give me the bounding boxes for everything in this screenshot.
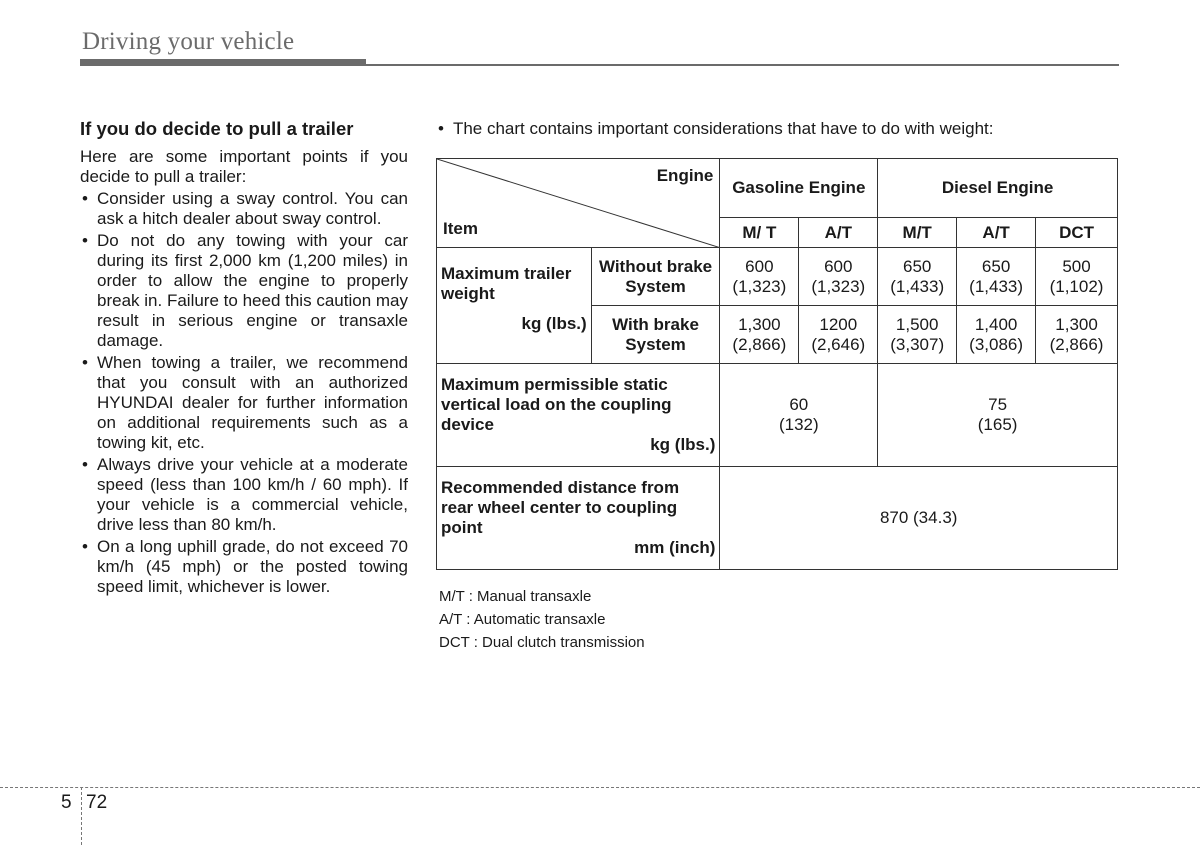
towing-weight-table bbox=[436, 158, 1118, 570]
cell-lbs: (1,323) bbox=[811, 276, 866, 296]
bullet-list bbox=[80, 189, 408, 597]
static-load-unit: kg (lbs.) bbox=[650, 435, 716, 454]
table-corner-header bbox=[437, 159, 720, 248]
table-cell bbox=[799, 306, 878, 364]
cell-kg: 1,500 bbox=[895, 314, 939, 334]
cell-kg: 650 bbox=[903, 256, 932, 276]
without-brake-label-line1: Without brake bbox=[598, 256, 713, 276]
gasoline-engine-header: Gasoline Engine bbox=[720, 159, 878, 218]
col-header-diesel-dct: DCT bbox=[1036, 218, 1118, 248]
section-heading: If you do decide to pull a trailer bbox=[80, 118, 354, 139]
distance-unit: mm (inch) bbox=[634, 538, 716, 557]
item-header-label: Item bbox=[443, 219, 478, 238]
distance-value: 870 (34.3) bbox=[720, 467, 1118, 570]
cell-kg: 1,300 bbox=[738, 314, 781, 334]
table-cell bbox=[878, 248, 957, 306]
max-trailer-weight-label: Maximum trailer weight bbox=[441, 264, 572, 303]
table-cell bbox=[1036, 306, 1118, 364]
table-cell bbox=[957, 248, 1036, 306]
static-load-diesel-kg: 75 bbox=[988, 395, 1008, 414]
diesel-engine-header: Diesel Engine bbox=[878, 159, 1118, 218]
without-brake-label-cell bbox=[591, 248, 720, 306]
engine-header-label: Engine bbox=[656, 166, 714, 185]
with-brake-label-cell bbox=[591, 306, 720, 364]
cell-lbs: (1,323) bbox=[732, 276, 787, 296]
max-trailer-weight-label-cell bbox=[437, 248, 592, 364]
distance-label-cell bbox=[437, 467, 720, 570]
cell-lbs: (1,102) bbox=[1049, 276, 1104, 296]
cell-lbs: (1,433) bbox=[890, 276, 945, 296]
table-cell bbox=[720, 248, 799, 306]
bullet-item-consult-dealer: • When towing a trailer, we recommend that you consult with an authorized HYUNDAI dealer for further information on additional requirements such as a towing kit, etc. bbox=[80, 353, 408, 453]
static-load-label: Maximum permissible static vertical load on the coupling device bbox=[441, 375, 672, 434]
cell-kg: 1,400 bbox=[974, 314, 1018, 334]
bullet-symbol: • bbox=[438, 119, 444, 138]
distance-label: Recommended distance from rear wheel center to coupling point bbox=[441, 478, 680, 537]
header-rule-thin bbox=[80, 64, 1119, 66]
chart-intro-text: The chart contains important considerations that have to do with weight: bbox=[452, 119, 994, 138]
with-brake-label-line2: System bbox=[625, 334, 686, 354]
abbreviation-notes bbox=[439, 585, 645, 654]
col-header-diesel-mt: M/T bbox=[878, 218, 957, 248]
cell-kg: 1200 bbox=[819, 314, 858, 334]
static-load-diesel-cell bbox=[878, 364, 1118, 467]
page-number: 72 bbox=[86, 792, 108, 813]
cell-kg: 600 bbox=[824, 256, 853, 276]
col-header-gas-at: A/T bbox=[799, 218, 878, 248]
cell-lbs: (2,866) bbox=[732, 334, 787, 354]
table-cell bbox=[720, 306, 799, 364]
cell-kg: 600 bbox=[745, 256, 774, 276]
static-load-gasoline-kg: 60 bbox=[789, 395, 809, 414]
cell-kg: 650 bbox=[981, 256, 1011, 276]
static-load-diesel-lbs: (165) bbox=[977, 415, 1018, 434]
static-load-gasoline-lbs: (132) bbox=[778, 415, 819, 434]
static-load-gasoline-cell bbox=[720, 364, 878, 467]
static-load-label-cell bbox=[437, 364, 720, 467]
page-header-title: Driving your vehicle bbox=[82, 28, 295, 55]
footer-dashed-rule bbox=[0, 787, 1200, 788]
left-column bbox=[80, 118, 408, 599]
table-cell bbox=[1036, 248, 1118, 306]
chart-intro bbox=[438, 119, 993, 139]
note-mt: M/T : Manual transaxle bbox=[439, 588, 592, 605]
note-dct: DCT : Dual clutch transmission bbox=[439, 634, 645, 651]
cell-lbs: (1,433) bbox=[969, 276, 1024, 296]
footer-dashed-divider bbox=[81, 787, 82, 845]
cell-lbs: (2,646) bbox=[811, 334, 866, 354]
table-cell bbox=[957, 306, 1036, 364]
with-brake-label-line1: With brake bbox=[612, 314, 699, 334]
col-header-diesel-at: A/T bbox=[957, 218, 1036, 248]
table-cell bbox=[878, 306, 957, 364]
cell-lbs: (3,307) bbox=[890, 334, 945, 354]
cell-kg: 1,300 bbox=[1055, 314, 1098, 334]
bullet-item-break-in: • Do not do any towing with your car during its first 2,000 km (1,200 miles) in order to allow the engine to properly break in. Failure to heed this caution may result in serious engine or transaxle damage. bbox=[80, 231, 408, 351]
note-at: A/T : Automatic transaxle bbox=[439, 611, 606, 628]
cell-lbs: (2,866) bbox=[1049, 334, 1104, 354]
bullet-item-uphill-grade: • On a long uphill grade, do not exceed 70 km/h (45 mph) or the posted towing speed limit, whichever is lower. bbox=[80, 537, 408, 597]
cell-lbs: (3,086) bbox=[969, 334, 1024, 354]
without-brake-label-line2: System bbox=[625, 276, 686, 296]
max-trailer-weight-unit: kg (lbs.) bbox=[521, 314, 587, 333]
table-cell bbox=[799, 248, 878, 306]
intro-paragraph: Here are some important points if you decide to pull a trailer: bbox=[80, 147, 408, 186]
bullet-item-sway-control: • Consider using a sway control. You can ask a hitch dealer about sway control. bbox=[80, 189, 408, 229]
cell-kg: 500 bbox=[1062, 256, 1091, 276]
chapter-number: 5 bbox=[61, 792, 72, 813]
col-header-gas-mt: M/ T bbox=[720, 218, 799, 248]
bullet-item-moderate-speed: • Always drive your vehicle at a moderate speed (less than 100 km/h / 60 mph). If your vehicle is a commercial vehicle, drive less than 80 km/h. bbox=[80, 455, 408, 535]
